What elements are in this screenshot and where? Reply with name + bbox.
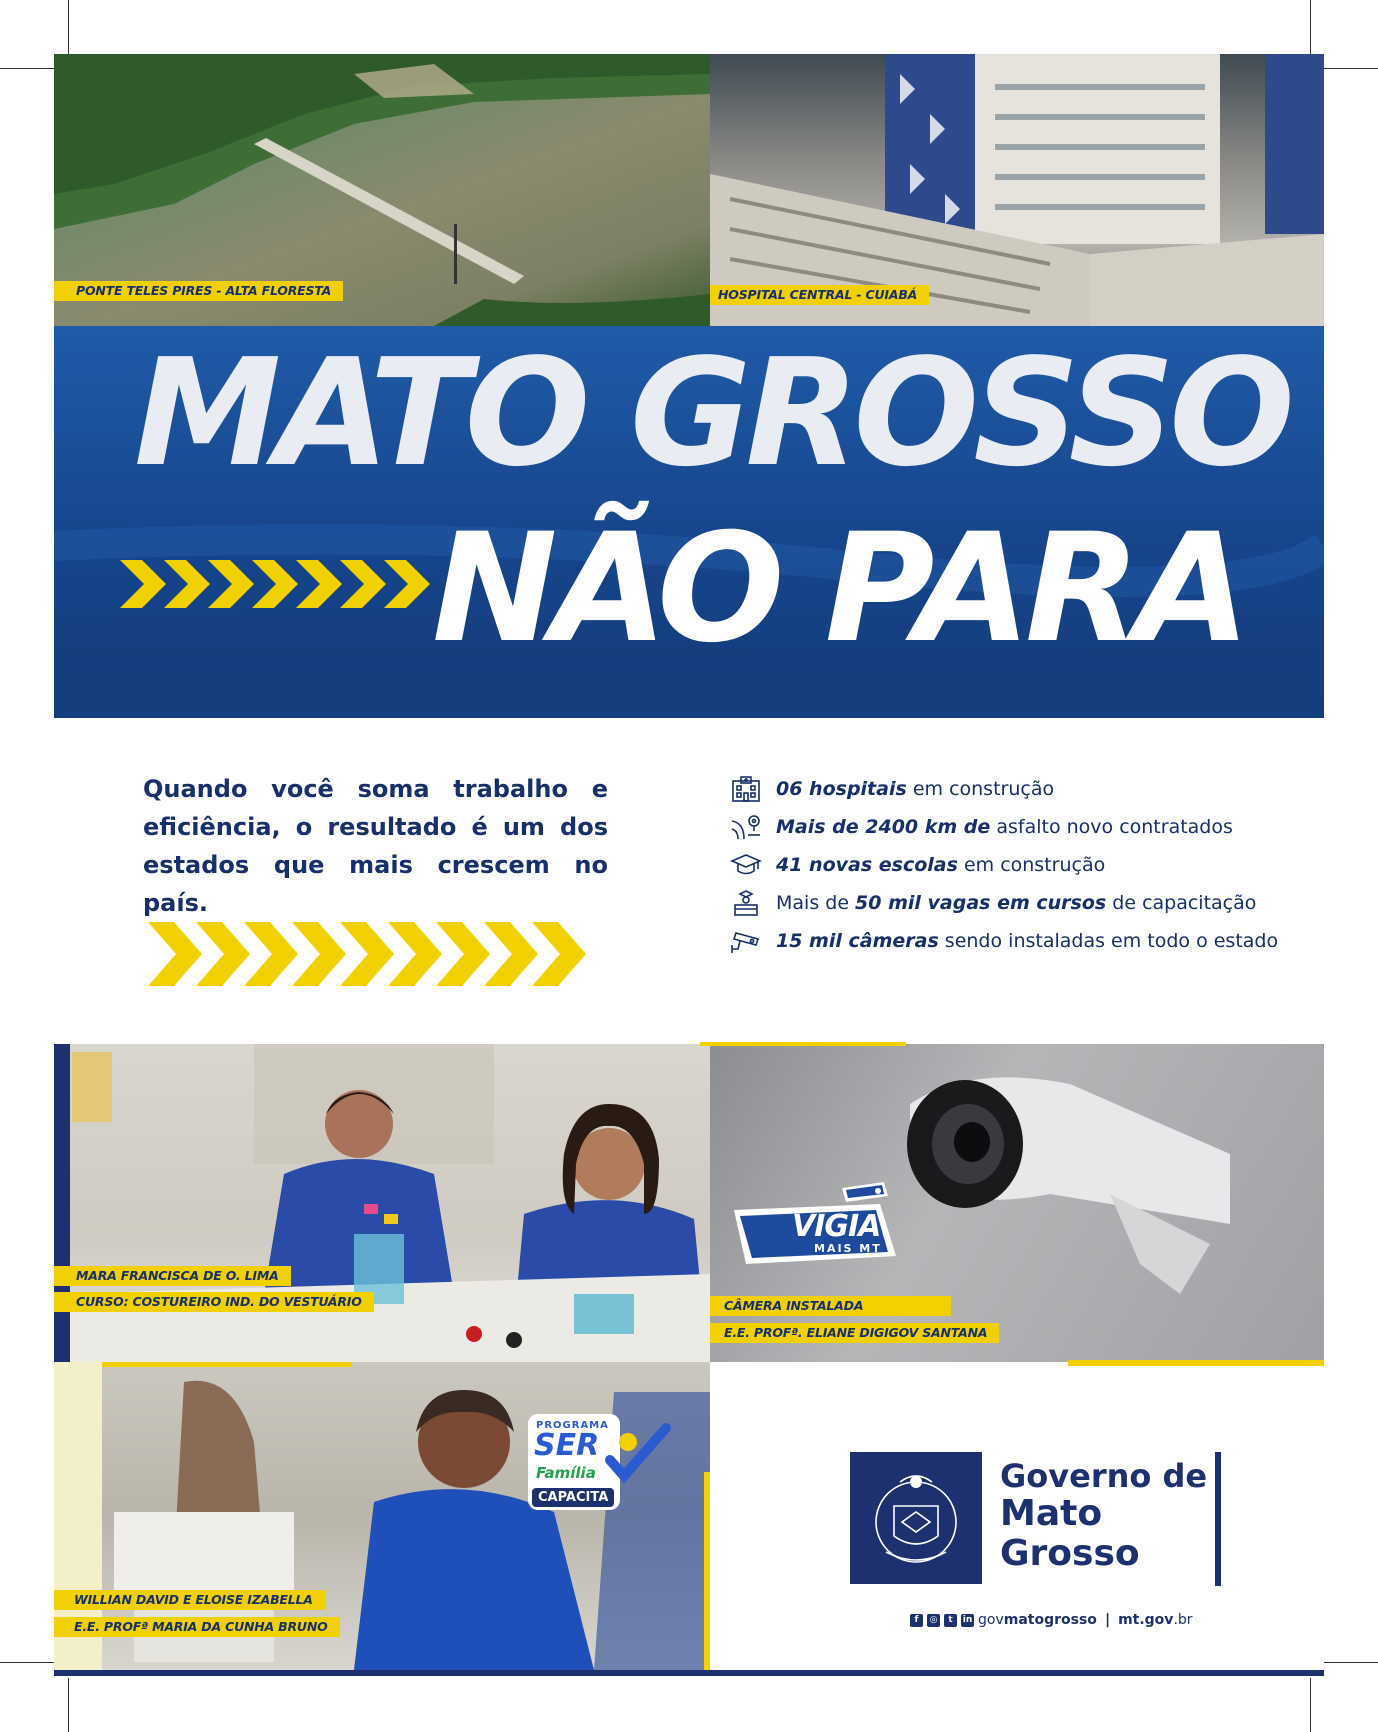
gov-line2: Mato [1000, 1493, 1103, 1534]
hero-title-line1: MATO GROSSO [134, 327, 1289, 499]
stat-highlight: 06 hospitais [776, 778, 907, 800]
hero-chevrons-icon [120, 554, 430, 614]
students-illustration [54, 1044, 710, 1362]
website-link[interactable]: mt.gov.br [1118, 1612, 1193, 1628]
stat-hospitals: 06 hospitais em construção [730, 770, 1350, 808]
intro-chevrons-icon [148, 918, 588, 990]
stat-highlight: 50 mil vagas em cursos [855, 892, 1107, 914]
social-handle[interactable]: govmatogrosso [978, 1612, 1097, 1628]
intro-paragraph: Quando você soma trabalho e eficiência, o resultado é um dos estados que mais crescem no país. [143, 775, 608, 917]
camera-caption-2: E.E. PROFª. ELIANE DIGIGOV SANTANA [710, 1323, 999, 1343]
stat-highlight: Mais de 2400 km de [776, 816, 991, 838]
stat-highlight: 41 novas escolas [776, 854, 958, 876]
students-caption-1: MARA FRANCISCA DE O. LIMA [54, 1266, 291, 1286]
hero-banner [54, 326, 1324, 718]
crop-mark [68, 0, 69, 54]
crop-mark [1324, 68, 1378, 69]
sewing-caption-2: E.E. PROFª MARIA DA CUNHA BRUNO [54, 1617, 340, 1637]
road-icon [730, 811, 776, 843]
linkedin-icon[interactable]: in [962, 1614, 973, 1625]
ser-familia-capacita-logo: PROGRAMA SER Família CAPACITA [528, 1414, 676, 1516]
hospital-icon [730, 773, 776, 805]
stat-asphalt: Mais de 2400 km de asfalto novo contratados [730, 808, 1350, 846]
social-footer [910, 1612, 1193, 1628]
crop-mark [0, 68, 54, 69]
camera-caption-1: CÂMERA INSTALADA [710, 1296, 951, 1316]
footer-separator: | [1104, 1612, 1111, 1628]
hospital-caption [710, 285, 929, 305]
graduation-cap-icon [730, 849, 776, 881]
stat-courses: Mais de 50 mil vagas em cursos de capacitação [730, 884, 1350, 922]
stats-list [730, 770, 1350, 960]
sewing-caption-1: WILLIAN DAVID E ELOISE IZABELLA [54, 1590, 325, 1610]
bridge-caption-text: PONTE TELES PIRES - ALTA FLORESTA [76, 283, 332, 298]
stat-schools: 41 novas escolas em construção [730, 846, 1350, 884]
crop-mark [0, 1662, 54, 1663]
accent-bar [700, 1042, 906, 1046]
twitter-icon[interactable]: t [944, 1614, 957, 1627]
logo-divider [1215, 1452, 1221, 1586]
government-wordmark [1000, 1458, 1207, 1574]
vigia-subtitle: MAIS MT [814, 1242, 882, 1255]
state-coat-of-arms-logo [850, 1452, 982, 1584]
bridge-caption [54, 281, 343, 301]
student-desk-icon [730, 887, 776, 919]
crop-mark [1310, 0, 1311, 54]
facebook-icon[interactable]: f [910, 1614, 923, 1627]
gov-line3: Grosso [1000, 1533, 1140, 1574]
stat-cameras: 15 mil câmeras sendo instaladas em todo o estado [730, 922, 1350, 960]
accent-bar [1068, 1360, 1324, 1366]
instagram-icon[interactable]: ◎ [927, 1614, 940, 1627]
gov-line1: Governo de [1000, 1457, 1208, 1495]
hospital-caption-text: HOSPITAL CENTRAL - CUIABÁ [718, 287, 918, 302]
students-photo [54, 1044, 710, 1362]
stat-highlight: 15 mil câmeras [776, 930, 939, 952]
crop-mark [1324, 1662, 1378, 1663]
students-caption-2: CURSO: COSTUREIRO IND. DO VESTUÁRIO [54, 1292, 374, 1312]
bottom-bar [54, 1670, 1324, 1676]
crop-mark [68, 1678, 69, 1732]
vigia-title: VIGIA [792, 1209, 881, 1244]
hero-title-line2: NÃO PARA [432, 502, 1245, 676]
crop-mark [1310, 1678, 1311, 1732]
security-camera-icon [730, 925, 776, 957]
vigia-mais-mt-logo [730, 1176, 900, 1268]
